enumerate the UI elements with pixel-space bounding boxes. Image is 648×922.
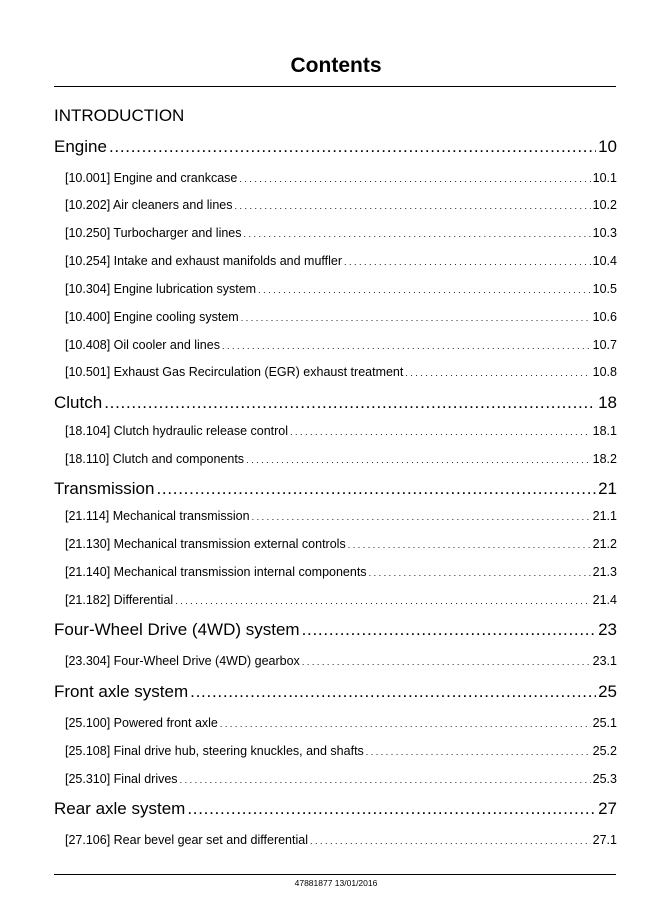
- toc-entry-page: 10.1: [592, 171, 617, 185]
- toc-entry-label: [21.114] Mechanical transmission: [65, 509, 250, 523]
- toc-entry-page: 18.1: [592, 424, 617, 438]
- leader-dots: [310, 832, 591, 850]
- toc-entry[interactable]: [65, 422, 617, 441]
- toc-section-four-wheel-drive-4wd-system[interactable]: [54, 619, 617, 641]
- toc-entry-label: [25.100] Powered front axle: [65, 716, 218, 730]
- toc-section-page: 23: [598, 620, 617, 639]
- leader-dots: [180, 771, 591, 789]
- toc-entry[interactable]: [65, 280, 617, 299]
- toc-entry[interactable]: [65, 591, 617, 610]
- toc-entry[interactable]: [65, 831, 617, 850]
- toc-entry[interactable]: [65, 507, 617, 526]
- toc-section-clutch[interactable]: [54, 392, 617, 414]
- page-title: Contents: [290, 54, 382, 77]
- toc-entry-label: [10.400] Engine cooling system: [65, 310, 239, 324]
- toc-entry[interactable]: [65, 652, 617, 671]
- toc-entry-page: 23.1: [592, 654, 617, 668]
- toc-section-label: Clutch: [54, 393, 103, 412]
- footer-doc-reference: 47881877 13/01/2016: [294, 878, 378, 888]
- toc-section-transmission[interactable]: [54, 478, 617, 500]
- toc-entry-label: [10.001] Engine and crankcase: [65, 171, 238, 185]
- toc-entry-page: 18.2: [592, 452, 617, 466]
- toc-entry[interactable]: [65, 535, 617, 554]
- toc-entry-label: [10.254] Intake and exhaust manifolds and muffler: [65, 254, 343, 268]
- leader-dots: [302, 653, 591, 671]
- leader-dots: [220, 715, 591, 733]
- toc-entry-page: 10.2: [592, 198, 617, 212]
- toc-section-label: Transmission: [54, 479, 155, 498]
- toc-entry[interactable]: [65, 563, 617, 582]
- toc-entry-page: 10.3: [592, 226, 617, 240]
- leader-dots: [252, 508, 591, 526]
- toc-entry-label: [10.304] Engine lubrication system: [65, 282, 257, 296]
- leader-dots: [222, 337, 591, 355]
- toc-section-label: Rear axle system: [54, 799, 186, 818]
- leader-dots: [156, 478, 596, 500]
- leader-dots: [258, 281, 591, 299]
- title-divider: [54, 86, 616, 87]
- toc-section-rear-axle-system[interactable]: [54, 798, 617, 820]
- toc-entry-page: 25.2: [592, 744, 617, 758]
- leader-dots: [290, 423, 591, 441]
- leader-dots: [246, 451, 591, 469]
- toc-entry-page: 10.6: [592, 310, 617, 324]
- toc-section-label: Four-Wheel Drive (4WD) system: [54, 620, 300, 639]
- toc-section-page: 18: [598, 393, 617, 412]
- toc-entry-label: [10.408] Oil cooler and lines: [65, 338, 220, 352]
- toc-entry-label: [25.108] Final drive hub, steering knuckles, and shafts: [65, 744, 364, 758]
- leader-dots: [366, 743, 591, 761]
- toc-section-page: 10: [598, 137, 617, 156]
- leader-dots: [190, 681, 596, 703]
- toc-entry[interactable]: [65, 363, 617, 382]
- toc-entry[interactable]: [65, 450, 617, 469]
- toc-entry[interactable]: [65, 252, 617, 271]
- toc-entry-page: 10.4: [592, 254, 617, 268]
- toc-entry-page: 21.2: [592, 537, 617, 551]
- toc-entry-page: 21.3: [592, 565, 617, 579]
- toc-introduction[interactable]: INTRODUCTION: [54, 106, 185, 125]
- toc-entry-label: [23.304] Four-Wheel Drive (4WD) gearbox: [65, 654, 300, 668]
- leader-dots: [175, 592, 590, 610]
- toc-entry[interactable]: [65, 224, 617, 243]
- toc-section-page: 21: [598, 479, 617, 498]
- toc-section-front-axle-system[interactable]: [54, 681, 617, 703]
- leader-dots: [369, 564, 591, 582]
- toc-entry[interactable]: [65, 169, 617, 188]
- toc-entry[interactable]: [65, 770, 617, 789]
- leader-dots: [109, 136, 596, 158]
- toc-entry-label: [10.202] Air cleaners and lines: [65, 198, 233, 212]
- toc-section-page: 27: [598, 799, 617, 818]
- toc-section-engine[interactable]: [54, 136, 617, 158]
- toc-entry[interactable]: [65, 308, 617, 327]
- toc-entry[interactable]: [65, 336, 617, 355]
- toc-entry-page: 10.5: [592, 282, 617, 296]
- toc-entry-page: 21.4: [592, 593, 617, 607]
- leader-dots: [187, 798, 596, 820]
- toc-section-label: Engine: [54, 137, 107, 156]
- leader-dots: [241, 309, 591, 327]
- toc-section-label: Front axle system: [54, 682, 189, 701]
- toc-entry-label: [10.501] Exhaust Gas Recirculation (EGR) exhaust treatment: [65, 365, 404, 379]
- toc-entry-label: [25.310] Final drives: [65, 772, 178, 786]
- toc-entry-page: 25.3: [592, 772, 617, 786]
- toc-entry-label: [21.140] Mechanical transmission internal components: [65, 565, 367, 579]
- leader-dots: [234, 197, 590, 215]
- toc-entry-label: [21.130] Mechanical transmission external controls: [65, 537, 346, 551]
- leader-dots: [239, 170, 590, 188]
- toc-entry-label: [21.182] Differential: [65, 593, 174, 607]
- toc-entry-label: [18.104] Clutch hydraulic release control: [65, 424, 289, 438]
- toc-entry-page: 10.8: [592, 365, 617, 379]
- leader-dots: [344, 253, 591, 271]
- toc-section-page: 25: [598, 682, 617, 701]
- leader-dots: [104, 392, 596, 414]
- footer-divider: [54, 874, 616, 875]
- toc-entry[interactable]: [65, 196, 617, 215]
- toc-entry-page: 25.1: [592, 716, 617, 730]
- toc-entry-page: 27.1: [592, 833, 617, 847]
- leader-dots: [302, 619, 596, 641]
- toc-entry[interactable]: [65, 742, 617, 761]
- toc-entry-page: 10.7: [592, 338, 617, 352]
- toc-entry[interactable]: [65, 714, 617, 733]
- toc-entry-label: [10.250] Turbocharger and lines: [65, 226, 242, 240]
- toc-entry-label: [18.110] Clutch and components: [65, 452, 245, 466]
- leader-dots: [348, 536, 591, 554]
- leader-dots: [405, 364, 590, 382]
- toc-entry-label: [27.106] Rear bevel gear set and differential: [65, 833, 308, 847]
- toc-entry-page: 21.1: [592, 509, 617, 523]
- leader-dots: [244, 225, 591, 243]
